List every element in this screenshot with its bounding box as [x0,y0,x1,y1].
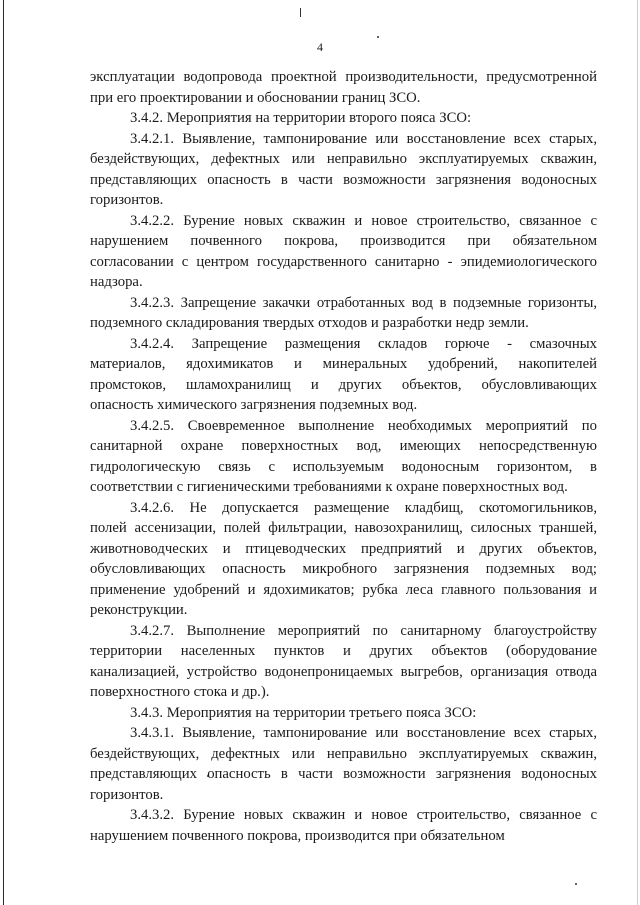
page-number: 4 [317,40,323,54]
text-line: полей ассенизации, полей фильтрации, навозохранилищ, силосных траншей, [90,520,597,536]
text-line: 3.4.2.1. Выявление, тампонирование или восстановление всех старых, [130,130,597,147]
text-line: поверхностного стока и др.). [90,684,270,700]
text-line: материалов, ядохимикатов и минеральных удобрений, накопителей [90,356,597,372]
scan-right-edge [637,0,638,905]
text-line: представляющих опасность в части возможности загрязнения водоносных [90,766,597,782]
paragraph [90,416,597,498]
paragraph [90,703,597,724]
text-line: эксплуатации водопровода проектной производительности, предусмотренной [90,69,597,85]
text-line: 3.4.2.3. Запрещение закачки отработанных вод в подземные горизонты, [130,294,597,311]
text-line: 3.4.3.2. Бурение новых скважин и новое строительство, связанное с [130,807,597,823]
scan-left-edge [3,0,4,905]
paragraph [90,67,597,108]
text-line: 3.4.2.4. Запрещение размещения складов горюче - смазочных [130,335,597,352]
text-line: подземного складирования твердых отходов и разработки недр земли. [90,315,529,331]
text-line: животноводческих и птицеводческих предприятий и других объектов, [90,540,597,557]
text-line: опасность химического загрязнения подземных вод. [90,397,418,413]
paragraph [90,621,597,703]
text-line: применение удобрений и ядохимикатов; рубка леса главного пользования и [90,581,597,598]
text-line: нарушением почвенного покрова, производится при обязательном [90,233,597,249]
text-line: представляющих опасность в части возможности загрязнения водоносных [90,171,597,188]
text-line: обусловливающих опасность микробного загрязнения подземных вод; [90,561,597,577]
paragraph [90,498,597,621]
paragraph [90,723,597,805]
text-line: 3.4.2.7. Выполнение мероприятий по санитарному благоустройству [130,622,597,639]
document-body [90,67,597,846]
text-line: 3.4.2.5. Своевременное выполнение необходимых мероприятий по [130,417,597,434]
text-line: горизонтов. [90,192,164,208]
text-line: территории населенных пунктов и других объектов (оборудование [90,643,597,659]
paragraph [90,211,597,293]
text-line: нарушением почвенного покрова, производится при обязательном [90,827,505,844]
text-line: канализацией, устройство водонепроницаемых выгребов, организация отвода [90,663,597,680]
paragraph [90,129,597,211]
paragraph [90,108,597,129]
text-line: санитарной охране поверхностных вод, имеющих непосредственную [90,438,597,454]
paragraph [90,293,597,334]
paragraph [90,805,597,846]
scan-speck [377,36,379,38]
text-line: 3.4.2.6. Не допускается размещение кладбищ, скотомогильников, [130,499,597,516]
text-line: бездействующих, дефектных или неправильно эксплуатируемых скважин, [90,151,597,167]
text-line: промстоков, шламохранилищ и других объектов, обусловливающих [90,376,597,393]
text-line: надзора. [90,274,143,290]
text-line: соответствии с гигиеническими требованиями к охране поверхностных вод. [90,479,568,495]
text-line: 3.4.2.2. Бурение новых скважин и новое строительство, связанное с [130,212,597,229]
text-line: при его проектировании и обосновании границ ЗСО. [90,89,421,106]
text-line: реконструкции. [90,602,188,618]
scan-speck [300,8,301,17]
text-line: гидрологическую связь с используемым водоносным горизонтом, в [90,458,597,475]
text-line: горизонтов. [90,786,164,803]
text-line: 3.4.3.1. Выявление, тампонирование или восстановление всех старых, [130,725,597,741]
text-line: согласовании с центром государственного санитарно - эпидемиологического [90,253,597,270]
paragraph [90,334,597,416]
text-line: 3.4.2. Мероприятия на территории второго пояса ЗСО: [130,110,472,126]
text-line: бездействующих, дефектных или неправильно эксплуатируемых скважин, [90,745,597,762]
scan-speck [575,883,577,885]
text-line: 3.4.3. Мероприятия на территории третьего пояса ЗСО: [130,704,477,721]
